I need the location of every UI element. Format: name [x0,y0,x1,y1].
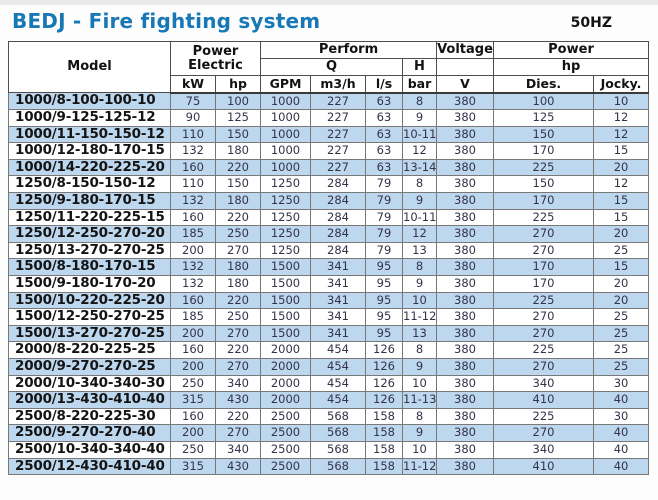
dies-cell: 170 [494,193,594,210]
ls-cell: 79 [366,193,403,210]
header-unit-gpm: GPM [261,76,311,93]
v-cell: 380 [437,159,494,176]
header-model: Model [9,42,171,93]
header-power-electric [171,42,261,76]
hp-cell: 220 [216,292,261,309]
m3h-cell: 284 [311,226,366,243]
v-cell: 380 [437,392,494,409]
bar-cell: 11-12 [403,458,437,475]
jocky-cell: 15 [594,143,649,160]
bar-cell: 10-11 [403,209,437,226]
table-row [9,209,649,226]
model-cell: 1500/12-250-270-25 [9,309,171,326]
table-row [9,242,649,259]
gpm-cell: 1000 [261,126,311,143]
kw-cell: 185 [171,309,216,326]
model-cell: 2500/12-430-410-40 [9,458,171,475]
gpm-cell: 1500 [261,309,311,326]
kw-cell: 250 [171,441,216,458]
jocky-cell: 12 [594,126,649,143]
ls-cell: 126 [366,375,403,392]
jocky-cell: 15 [594,259,649,276]
hp-cell: 250 [216,226,261,243]
bar-cell: 8 [403,342,437,359]
dies-cell: 410 [494,392,594,409]
m3h-cell: 454 [311,342,366,359]
kw-cell: 315 [171,458,216,475]
model-cell: 2000/8-220-225-25 [9,342,171,359]
gpm-cell: 2000 [261,342,311,359]
jocky-cell: 20 [594,292,649,309]
kw-cell: 110 [171,176,216,193]
m3h-cell: 454 [311,375,366,392]
gpm-cell: 1000 [261,159,311,176]
hp-cell: 270 [216,242,261,259]
ls-cell: 158 [366,425,403,442]
bar-cell: 10 [403,375,437,392]
dies-cell: 270 [494,425,594,442]
hp-cell: 180 [216,259,261,276]
m3h-cell: 341 [311,325,366,342]
hp-cell: 125 [216,110,261,127]
model-cell: 2500/10-340-340-40 [9,441,171,458]
m3h-cell: 284 [311,193,366,210]
jocky-cell: 20 [594,226,649,243]
model-cell: 1000/9-125-125-12 [9,110,171,127]
model-cell: 1000/11-150-150-12 [9,126,171,143]
table-row [9,359,649,376]
table-body [9,93,649,475]
model-cell: 1000/8-100-100-10 [9,93,171,110]
v-cell: 380 [437,309,494,326]
hp-cell: 220 [216,342,261,359]
ls-cell: 63 [366,93,403,110]
dies-cell: 150 [494,126,594,143]
spec-table [8,41,649,475]
v-cell: 380 [437,226,494,243]
v-cell: 380 [437,193,494,210]
ls-cell: 95 [366,309,403,326]
header-voltage: Voltage [437,42,493,57]
gpm-cell: 2500 [261,408,311,425]
hp-cell: 180 [216,276,261,293]
v-cell: 380 [437,176,494,193]
model-cell: 2500/8-220-225-30 [9,408,171,425]
gpm-cell: 1250 [261,209,311,226]
table-row [9,425,649,442]
gpm-cell: 1500 [261,325,311,342]
hp-cell: 270 [216,325,261,342]
kw-cell: 75 [171,93,216,110]
table-header [9,42,649,93]
v-cell: 380 [437,126,494,143]
model-cell: 2000/9-270-270-25 [9,359,171,376]
v-cell: 380 [437,143,494,160]
v-cell: 380 [437,259,494,276]
hp-cell: 430 [216,392,261,409]
table-row [9,441,649,458]
m3h-cell: 568 [311,458,366,475]
header-unit-kw: kW [171,76,216,93]
model-cell: 1500/10-220-225-20 [9,292,171,309]
dies-cell: 170 [494,276,594,293]
m3h-cell: 568 [311,425,366,442]
kw-cell: 110 [171,126,216,143]
m3h-cell: 284 [311,242,366,259]
dies-cell: 170 [494,259,594,276]
bar-cell: 8 [403,408,437,425]
ls-cell: 63 [366,159,403,176]
table-row [9,276,649,293]
bar-cell: 13 [403,325,437,342]
kw-cell: 132 [171,276,216,293]
ls-cell: 79 [366,242,403,259]
kw-cell: 160 [171,408,216,425]
m3h-cell: 454 [311,359,366,376]
hp-cell: 430 [216,458,261,475]
v-cell: 380 [437,93,494,110]
ls-cell: 63 [366,143,403,160]
model-cell: 1250/11-220-225-15 [9,209,171,226]
bar-cell: 11-13 [403,392,437,409]
model-cell: 1500/9-180-170-20 [9,276,171,293]
ls-cell: 158 [366,458,403,475]
header-q: Q [261,59,403,76]
v-cell: 380 [437,276,494,293]
dies-cell: 270 [494,325,594,342]
dies-cell: 270 [494,226,594,243]
v-cell: 380 [437,408,494,425]
dies-cell: 225 [494,292,594,309]
dies-cell: 340 [494,375,594,392]
ls-cell: 95 [366,325,403,342]
table-row [9,292,649,309]
v-cell: 380 [437,425,494,442]
gpm-cell: 1250 [261,226,311,243]
model-cell: 2500/9-270-270-40 [9,425,171,442]
header-unit-v: V [437,76,494,93]
page-title: BEDJ - Fire fighting system [12,9,321,33]
v-cell: 380 [437,359,494,376]
header-power-electric-line1: Power [192,43,239,59]
header-h: H [403,59,437,76]
ls-cell: 126 [366,359,403,376]
dies-cell: 270 [494,359,594,376]
bar-cell: 13-14 [403,159,437,176]
jocky-cell: 25 [594,359,649,376]
header-unit-hp: hp [216,76,261,93]
jocky-cell: 40 [594,441,649,458]
jocky-cell: 40 [594,392,649,409]
hp-cell: 150 [216,126,261,143]
header-unit-dies: Dies. [494,76,594,93]
table-row [9,342,649,359]
bar-cell: 10 [403,292,437,309]
table-row [9,143,649,160]
v-cell: 380 [437,375,494,392]
m3h-cell: 227 [311,159,366,176]
header-power-hp-group: Power [494,42,649,59]
gpm-cell: 2000 [261,359,311,376]
kw-cell: 200 [171,425,216,442]
model-cell: 2000/10-340-340-30 [9,375,171,392]
hp-cell: 180 [216,193,261,210]
gpm-cell: 1250 [261,193,311,210]
kw-cell: 315 [171,392,216,409]
gpm-cell: 1000 [261,93,311,110]
jocky-cell: 10 [594,93,649,110]
hp-cell: 270 [216,359,261,376]
header-perform: Perform [261,42,437,59]
m3h-cell: 227 [311,110,366,127]
dies-cell: 340 [494,441,594,458]
table-row [9,126,649,143]
ls-cell: 158 [366,441,403,458]
table-row [9,93,649,110]
jocky-cell: 30 [594,375,649,392]
hp-cell: 220 [216,209,261,226]
dies-cell: 100 [494,93,594,110]
table-row [9,259,649,276]
table-row [9,408,649,425]
model-cell: 2000/13-430-410-40 [9,392,171,409]
kw-cell: 90 [171,110,216,127]
bar-cell: 8 [403,259,437,276]
header-row-groups [9,42,649,59]
table-row [9,375,649,392]
jocky-cell: 25 [594,242,649,259]
dies-cell: 225 [494,408,594,425]
header-unit-jocky: Jocky. [594,76,649,93]
m3h-cell: 454 [311,392,366,409]
header-hp-sub: hp [494,59,649,76]
table-row [9,226,649,243]
v-cell: 380 [437,458,494,475]
dies-cell: 410 [494,458,594,475]
kw-cell: 160 [171,159,216,176]
bar-cell: 9 [403,193,437,210]
table-row [9,458,649,475]
gpm-cell: 1500 [261,276,311,293]
gpm-cell: 2500 [261,458,311,475]
dies-cell: 270 [494,309,594,326]
model-cell: 1250/12-250-270-20 [9,226,171,243]
hp-cell: 340 [216,441,261,458]
v-cell: 380 [437,242,494,259]
ls-cell: 63 [366,110,403,127]
ls-cell: 126 [366,392,403,409]
bar-cell: 13 [403,242,437,259]
header-power-electric-line2: Electric [188,57,243,73]
gpm-cell: 1250 [261,176,311,193]
v-cell: 380 [437,110,494,127]
table-row [9,309,649,326]
header-unit-ls: l/s [366,76,403,93]
gpm-cell: 2500 [261,425,311,442]
ls-cell: 79 [366,209,403,226]
kw-cell: 160 [171,342,216,359]
bar-cell: 10 [403,441,437,458]
m3h-cell: 341 [311,276,366,293]
bar-cell: 12 [403,226,437,243]
header-unit-bar: bar [403,76,437,93]
bar-cell: 9 [403,425,437,442]
table-row [9,159,649,176]
ls-cell: 79 [366,226,403,243]
bar-cell: 11-12 [403,309,437,326]
table-row [9,193,649,210]
jocky-cell: 30 [594,408,649,425]
hp-cell: 150 [216,176,261,193]
kw-cell: 200 [171,242,216,259]
hp-cell: 100 [216,93,261,110]
dies-cell: 270 [494,242,594,259]
model-cell: 1500/13-270-270-25 [9,325,171,342]
model-cell: 1250/13-270-270-25 [9,242,171,259]
v-cell: 380 [437,441,494,458]
hp-cell: 180 [216,143,261,160]
dies-cell: 225 [494,159,594,176]
dies-cell: 125 [494,110,594,127]
table-row [9,176,649,193]
ls-cell: 95 [366,259,403,276]
jocky-cell: 40 [594,458,649,475]
v-cell: 380 [437,209,494,226]
gpm-cell: 2500 [261,441,311,458]
jocky-cell: 25 [594,325,649,342]
kw-cell: 160 [171,292,216,309]
header-voltage-spacer [437,59,494,76]
hp-cell: 250 [216,309,261,326]
hp-cell: 220 [216,408,261,425]
jocky-cell: 15 [594,209,649,226]
model-cell: 1000/14-220-225-20 [9,159,171,176]
jocky-cell: 25 [594,309,649,326]
hp-cell: 270 [216,425,261,442]
bar-cell: 10-11 [403,126,437,143]
dies-cell: 225 [494,342,594,359]
kw-cell: 132 [171,193,216,210]
jocky-cell: 20 [594,276,649,293]
jocky-cell: 12 [594,176,649,193]
table-row [9,392,649,409]
hp-cell: 340 [216,375,261,392]
model-cell: 1000/12-180-170-15 [9,143,171,160]
dies-cell: 225 [494,209,594,226]
m3h-cell: 341 [311,259,366,276]
bar-cell: 9 [403,359,437,376]
ls-cell: 63 [366,126,403,143]
kw-cell: 185 [171,226,216,243]
m3h-cell: 341 [311,309,366,326]
title-bar [0,5,658,41]
hp-cell: 220 [216,159,261,176]
table-row [9,110,649,127]
ls-cell: 95 [366,276,403,293]
kw-cell: 160 [171,209,216,226]
ls-cell: 126 [366,342,403,359]
table-row [9,325,649,342]
dies-cell: 170 [494,143,594,160]
m3h-cell: 227 [311,126,366,143]
m3h-cell: 284 [311,209,366,226]
bar-cell: 8 [403,93,437,110]
kw-cell: 132 [171,143,216,160]
jocky-cell: 12 [594,110,649,127]
v-cell: 380 [437,292,494,309]
ls-cell: 158 [366,408,403,425]
gpm-cell: 1500 [261,292,311,309]
kw-cell: 200 [171,359,216,376]
m3h-cell: 284 [311,176,366,193]
gpm-cell: 2000 [261,392,311,409]
bar-cell: 12 [403,143,437,160]
v-cell: 380 [437,325,494,342]
dies-cell: 150 [494,176,594,193]
ls-cell: 79 [366,176,403,193]
model-cell: 1500/8-180-170-15 [9,259,171,276]
kw-cell: 250 [171,375,216,392]
m3h-cell: 227 [311,143,366,160]
kw-cell: 132 [171,259,216,276]
v-cell: 380 [437,342,494,359]
jocky-cell: 20 [594,159,649,176]
header-unit-m3h: m3/h [311,76,366,93]
model-cell: 1250/8-150-150-12 [9,176,171,193]
bar-cell: 9 [403,110,437,127]
gpm-cell: 1250 [261,242,311,259]
frequency-label: 50HZ [570,15,612,31]
jocky-cell: 15 [594,193,649,210]
m3h-cell: 568 [311,441,366,458]
gpm-cell: 1000 [261,143,311,160]
gpm-cell: 2000 [261,375,311,392]
bar-cell: 8 [403,176,437,193]
kw-cell: 200 [171,325,216,342]
ls-cell: 95 [366,292,403,309]
gpm-cell: 1500 [261,259,311,276]
m3h-cell: 341 [311,292,366,309]
bar-cell: 9 [403,276,437,293]
model-cell: 1250/9-180-170-15 [9,193,171,210]
m3h-cell: 227 [311,93,366,110]
m3h-cell: 568 [311,408,366,425]
jocky-cell: 25 [594,342,649,359]
jocky-cell: 40 [594,425,649,442]
gpm-cell: 1000 [261,110,311,127]
